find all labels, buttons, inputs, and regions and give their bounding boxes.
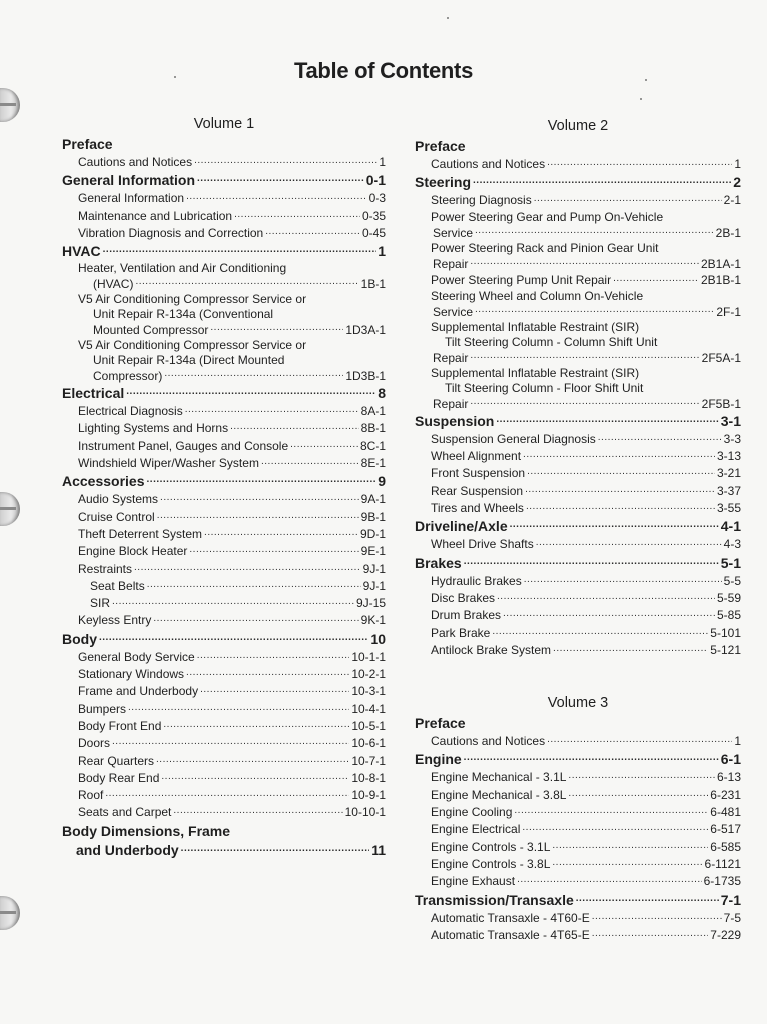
toc-entry-page: 1: [379, 155, 386, 169]
toc-entry-label: Preface: [415, 715, 466, 732]
dot-leader: [547, 731, 732, 748]
toc-entry-page: 8: [378, 385, 386, 402]
toc-entry-page: 9D-1: [359, 526, 386, 541]
dot-leader: [210, 320, 343, 336]
toc-entry-line: Tilt Steering Column - Column Shift Unit: [445, 334, 658, 349]
volume-1-heading: Volume 1: [193, 116, 255, 132]
toc-entry-page: 5-59: [716, 590, 741, 605]
dot-leader: [103, 240, 377, 259]
toc-entry-page: 6-1735: [703, 874, 741, 889]
toc-entry: [415, 642, 741, 659]
toc-entry-label: Transmission/Transaxle: [415, 891, 574, 908]
toc-entry-label: Body Front End: [78, 718, 162, 733]
toc-entry-label: Engine Mechanical - 3.1L: [431, 770, 567, 785]
toc-entry: [62, 841, 386, 860]
toc-entry-label: Engine Controls - 3.8L: [431, 856, 551, 871]
dot-leader: [534, 190, 722, 207]
toc-entry-label: Rear Quarters: [78, 753, 155, 768]
toc-entry-page: 9A-1: [360, 492, 386, 507]
dot-leader: [464, 748, 719, 767]
toc-entry-page: 10-8-1: [351, 770, 386, 785]
toc-entry-page: 6-585: [710, 839, 741, 854]
toc-entry-label: Preface: [62, 136, 113, 152]
toc-entry-label: Brakes: [415, 554, 462, 571]
toc-entry: [415, 272, 741, 289]
toc-entry-page: 9K-1: [360, 613, 386, 628]
dot-leader: [261, 453, 359, 470]
dot-leader: [156, 751, 349, 768]
toc-entry-label: Electrical: [62, 385, 125, 402]
toc-entry-page: 3-55: [716, 501, 741, 516]
toc-entry: [62, 242, 386, 261]
toc-entry-page: 5-101: [710, 625, 741, 640]
toc-entry: [415, 225, 741, 241]
dot-leader: [598, 429, 722, 446]
toc-entry-page: 7-229: [710, 927, 741, 942]
toc-entry-label: Rear Suspension: [431, 483, 524, 498]
toc-entry-label: Accessories: [62, 473, 145, 490]
toc-entry: [62, 276, 386, 292]
toc-entry-page: 6-517: [710, 822, 741, 837]
toc-entry-line: Supplemental Inflatable Restraint (SIR): [431, 319, 640, 334]
dot-leader: [147, 470, 377, 489]
toc-entry-label: Repair: [433, 350, 469, 365]
dot-leader: [105, 785, 349, 802]
dot-leader: [576, 889, 719, 908]
toc-entry-page: 2F5B-1: [701, 396, 741, 411]
toc-entry-label: Wheel Alignment: [431, 449, 522, 464]
paper-speck: [640, 98, 642, 100]
toc-entry-label: Maintenance and Lubrication: [78, 208, 233, 223]
toc-entry-page: 1D3B-1: [345, 369, 386, 384]
binder-hole-top: [0, 88, 20, 122]
toc-entry-label: Service: [433, 304, 474, 319]
toc-entry-label: Repair: [433, 256, 469, 271]
toc-entry-label: Restraints: [78, 561, 133, 576]
toc-entry-wrapped: [415, 320, 741, 350]
dot-leader: [568, 785, 708, 802]
toc-entry-page: 8B-1: [360, 421, 386, 436]
toc-entry-page: 10-1-1: [351, 649, 386, 664]
toc-entry-label: General Information: [62, 172, 196, 189]
dot-leader: [526, 498, 715, 515]
toc-entry-label: Automatic Transaxle - 4T65-E: [431, 927, 590, 942]
toc-entry-label: Power Steering Pump Unit Repair: [431, 272, 612, 287]
dot-leader: [186, 664, 349, 681]
toc-entry-label: Service: [433, 225, 474, 240]
toc-entry-page: 1: [734, 157, 741, 171]
toc-entry-line: Tilt Steering Column - Floor Shift Unit: [445, 380, 644, 395]
toc-entry-page: 3-37: [716, 483, 741, 498]
toc-entry: [415, 350, 741, 366]
toc-entry-label: Stationary Windows: [78, 667, 185, 682]
dot-leader: [613, 270, 699, 287]
toc-entry-label: Keyless Entry: [78, 613, 152, 628]
toc-entry-label: Body Rear End: [78, 770, 160, 785]
toc-entry-label: Park Brake: [431, 625, 491, 640]
toc-entry-page: 10-5-1: [351, 718, 386, 733]
toc-entry-label: Suspension General Diagnosis: [431, 431, 596, 446]
dot-leader: [189, 541, 358, 558]
toc-entry-label: Bumpers: [78, 701, 127, 716]
toc-entry-page: 2F5A-1: [701, 350, 741, 365]
toc-entry-label: Engine Block Heater: [78, 544, 188, 559]
toc-entry-page: 10-7-1: [351, 753, 386, 768]
toc-entry-label: Steering Diagnosis: [431, 193, 532, 208]
toc-entry-line: Supplemental Inflatable Restraint (SIR): [431, 365, 640, 380]
toc-entry-line: V5 Air Conditioning Compressor Service or: [78, 338, 307, 353]
dot-leader: [290, 436, 358, 453]
toc-entry-page: 7-5: [723, 910, 741, 925]
volume-2-3-column: [415, 116, 741, 944]
toc-entry-line: Unit Repair R-134a (Direct Mounted: [93, 353, 285, 368]
dot-leader: [592, 908, 722, 925]
volume-3-entries: [415, 714, 741, 944]
toc-entry: [415, 927, 741, 944]
toc-entry-page: 2: [733, 174, 741, 191]
dot-leader: [163, 716, 349, 733]
toc-entry-page: 9J-1: [362, 561, 386, 576]
toc-entry-label: Wheel Drive Shafts: [431, 537, 534, 552]
toc-entry-page: 9B-1: [360, 509, 386, 524]
volume-gap: [415, 659, 741, 693]
toc-entry-label: Cautions and Notices: [431, 734, 546, 749]
toc-entry-label: Preface: [415, 138, 466, 154]
toc-entry-page: 3-21: [716, 466, 741, 481]
toc-entry-page: 9J-1: [362, 578, 386, 593]
toc-entry-page: 1: [378, 243, 386, 260]
toc-entry-page: 2F-1: [716, 304, 741, 319]
toc-entry-label: Theft Deterrent System: [78, 526, 203, 541]
dot-leader: [524, 571, 722, 588]
toc-entry-line: Power Steering Gear and Pump On-Vehicle: [431, 209, 664, 224]
dot-leader: [135, 274, 358, 290]
dot-leader: [510, 515, 719, 534]
toc-entry-label: Seats and Carpet: [78, 805, 172, 820]
toc-entry-label: HVAC: [62, 243, 101, 260]
toc-entry-label: Vibration Diagnosis and Correction: [78, 225, 264, 240]
toc-entry-label: Cruise Control: [78, 509, 155, 524]
dot-leader: [112, 593, 354, 610]
dot-leader: [473, 171, 731, 190]
toc-entry-wrapped: [415, 366, 741, 396]
toc-entry-wrapped: [62, 292, 386, 322]
toc-entry-page: 5-1: [720, 554, 741, 571]
toc-entry-label: (HVAC): [93, 277, 134, 292]
toc-entry-label: Compressor): [93, 369, 163, 384]
toc-entry-label: General Body Service: [78, 649, 195, 664]
paper-speck: [447, 17, 449, 19]
toc-entry-page: 10-4-1: [351, 701, 386, 716]
toc-entry-wrapped: [62, 338, 386, 368]
dot-leader: [112, 733, 349, 750]
toc-entry-label: Engine Exhaust: [431, 874, 516, 889]
toc-entry-line: Heater, Ventilation and Air Conditioning: [78, 261, 287, 276]
binder-hole-middle: [0, 492, 20, 526]
dot-leader: [186, 188, 367, 205]
dot-leader: [234, 206, 360, 223]
toc-entry-page: 0-1: [365, 172, 386, 189]
toc-entry: [415, 192, 741, 209]
toc-entry-label: Automatic Transaxle - 4T60-E: [431, 910, 590, 925]
dot-leader: [200, 681, 349, 698]
page-title: Table of Contents: [293, 58, 474, 83]
toc-entry-page: 9: [378, 473, 386, 490]
toc-entry-label: and Underbody: [76, 841, 179, 858]
dot-leader: [147, 576, 361, 593]
toc-entry-page: 2B1A-1: [700, 256, 741, 271]
toc-entry-label: Engine Electrical: [431, 822, 521, 837]
toc-entry-page: 8E-1: [360, 456, 386, 471]
toc-entry-page: 1B-1: [360, 277, 386, 292]
dot-leader: [197, 647, 350, 664]
toc-entry-page: 5-121: [710, 642, 741, 657]
toc-entry-label: Audio Systems: [78, 492, 159, 507]
dot-leader: [157, 507, 359, 524]
dot-leader: [536, 534, 722, 551]
volume-1-column: [62, 114, 386, 860]
toc-entry-label: Antilock Brake System: [431, 642, 552, 657]
toc-entry-page: 7-1: [720, 891, 741, 908]
toc-entry: [62, 804, 386, 821]
toc-entry-label: Doors: [78, 736, 111, 751]
dot-leader: [126, 382, 376, 401]
toc-entry-page: 2B-1: [715, 225, 741, 240]
dot-leader: [265, 223, 360, 240]
dot-leader: [204, 524, 358, 541]
dot-leader: [134, 559, 361, 576]
dot-leader: [194, 152, 377, 169]
dot-leader: [514, 802, 708, 819]
toc-entry-page: 0-35: [361, 208, 386, 223]
dot-leader: [99, 628, 368, 647]
toc-entry-label: Mounted Compressor: [93, 323, 209, 338]
toc-entry-label: Seat Belts: [90, 578, 145, 593]
toc-entry-line: Power Steering Rack and Pinion Gear Unit: [431, 240, 659, 255]
toc-entry-page: 10-2-1: [351, 667, 386, 682]
toc-entry-label: Engine: [415, 751, 462, 768]
toc-entry-label: Disc Brakes: [431, 590, 496, 605]
toc-entry-label: Instrument Panel, Gauges and Console: [78, 438, 289, 453]
toc-entry-page: 6-1121: [704, 856, 741, 871]
dot-leader: [492, 623, 708, 640]
dot-leader: [523, 446, 715, 463]
toc-entry-page: 8A-1: [360, 404, 386, 419]
toc-entry-line: Unit Repair R-134a (Conventional: [93, 307, 274, 322]
toc-entry-label: General Information: [78, 191, 185, 206]
toc-entry-label: Engine Cooling: [431, 805, 513, 820]
toc-entry-label: SIR: [90, 596, 111, 611]
dot-leader: [128, 699, 349, 716]
toc-entry-label: Repair: [433, 396, 469, 411]
toc-entry-label: Engine Controls - 3.1L: [431, 839, 551, 854]
dot-leader: [160, 489, 359, 506]
dot-leader: [181, 839, 370, 858]
dot-leader: [525, 481, 715, 498]
toc-entry-label: Frame and Underbody: [78, 684, 199, 699]
toc-entry-page: 11: [371, 841, 386, 858]
dot-leader: [197, 169, 364, 188]
toc-entry-label: Driveline/Axle: [415, 518, 508, 535]
dot-leader: [475, 302, 714, 318]
toc-entry-page: 1D3A-1: [345, 323, 386, 338]
toc-entry-label: Front Suspension: [431, 466, 526, 481]
dot-leader: [547, 154, 732, 171]
toc-entry-page: 6-1: [720, 751, 741, 768]
dot-leader: [475, 223, 714, 239]
toc-entry-page: 4-3: [723, 537, 741, 552]
dot-leader: [503, 605, 715, 622]
toc-entry-line: V5 Air Conditioning Compressor Service or: [78, 292, 307, 307]
toc-entry-label: Steering: [415, 174, 472, 191]
dot-leader: [464, 552, 719, 571]
toc-entry: [62, 322, 386, 338]
dot-leader: [568, 767, 715, 784]
toc-entry-line: Body Dimensions, Frame: [62, 822, 231, 839]
dot-leader: [161, 768, 349, 785]
toc-entry-label: Cautions and Notices: [431, 157, 546, 171]
toc-entry-page: 6-231: [710, 787, 741, 802]
toc-entry-page: 2-1: [723, 193, 741, 208]
toc-entry-label: Hydraulic Brakes: [431, 573, 522, 588]
toc-entry-page: 6-13: [716, 770, 741, 785]
toc-entry-page: 6-481: [710, 805, 741, 820]
toc-entry-line: Steering Wheel and Column On-Vehicle: [431, 288, 644, 303]
toc-entry-label: Suspension: [415, 412, 495, 429]
toc-entry-page: 2B1B-1: [700, 272, 741, 287]
toc-entry-page: 5-85: [716, 608, 741, 623]
dot-leader: [164, 366, 343, 382]
toc-entry-page: 10-9-1: [351, 788, 386, 803]
toc-entry-page: 3-1: [720, 412, 741, 429]
dot-leader: [470, 348, 699, 364]
binder-hole-bottom: [0, 896, 20, 930]
toc-entry-page: 0-45: [361, 225, 386, 240]
toc-entry-label: Body: [62, 630, 97, 647]
dot-leader: [527, 463, 715, 480]
dot-leader: [522, 819, 708, 836]
dot-leader: [553, 640, 708, 657]
toc-entry-page: 10-3-1: [351, 684, 386, 699]
volume-3-heading: Volume 3: [547, 695, 609, 712]
toc-entry-page: 3-13: [716, 449, 741, 464]
dot-leader: [517, 871, 702, 888]
dot-leader: [592, 925, 709, 942]
dot-leader: [497, 588, 715, 605]
toc-entry-label: Engine Mechanical - 3.8L: [431, 787, 567, 802]
dot-leader: [470, 254, 699, 270]
dot-leader: [470, 394, 699, 410]
toc-entry-label: Lighting Systems and Horns: [78, 421, 229, 436]
dot-leader: [173, 802, 342, 819]
toc-entry-page: 10-10-1: [344, 805, 386, 820]
dot-leader: [153, 610, 358, 627]
toc-entry-label: Tires and Wheels: [431, 501, 524, 516]
toc-entry-label: Roof: [78, 788, 104, 803]
volume-1-entries: [62, 135, 386, 860]
dot-leader: [552, 854, 702, 871]
toc-entry-page: 5-5: [723, 573, 741, 588]
dot-leader: [496, 410, 718, 429]
toc-entry-page: 3-3: [723, 431, 741, 446]
dot-leader: [230, 418, 359, 435]
dot-leader: [185, 401, 359, 418]
toc-entry-page: 9E-1: [360, 544, 386, 559]
toc-entry-page: 10-6-1: [351, 736, 386, 751]
volume-2-heading: Volume 2: [547, 118, 609, 134]
toc-entry-page: 9J-15: [355, 596, 386, 611]
toc-entry-label: Cautions and Notices: [78, 155, 193, 169]
toc-entry-page: 8C-1: [359, 438, 386, 453]
volume-2-entries: [415, 137, 741, 659]
toc-entry-page: 4-1: [720, 518, 741, 535]
toc-entry: [415, 304, 741, 320]
toc-entry-label: Drum Brakes: [431, 608, 502, 623]
toc-entry-page: 1: [734, 734, 741, 749]
toc-entry-label: Electrical Diagnosis: [78, 404, 183, 419]
toc-entry-label: Windshield Wiper/Washer System: [78, 456, 259, 471]
toc-entry-page: 10: [370, 630, 386, 647]
toc-entry-page: 0-3: [368, 191, 386, 206]
dot-leader: [552, 837, 708, 854]
